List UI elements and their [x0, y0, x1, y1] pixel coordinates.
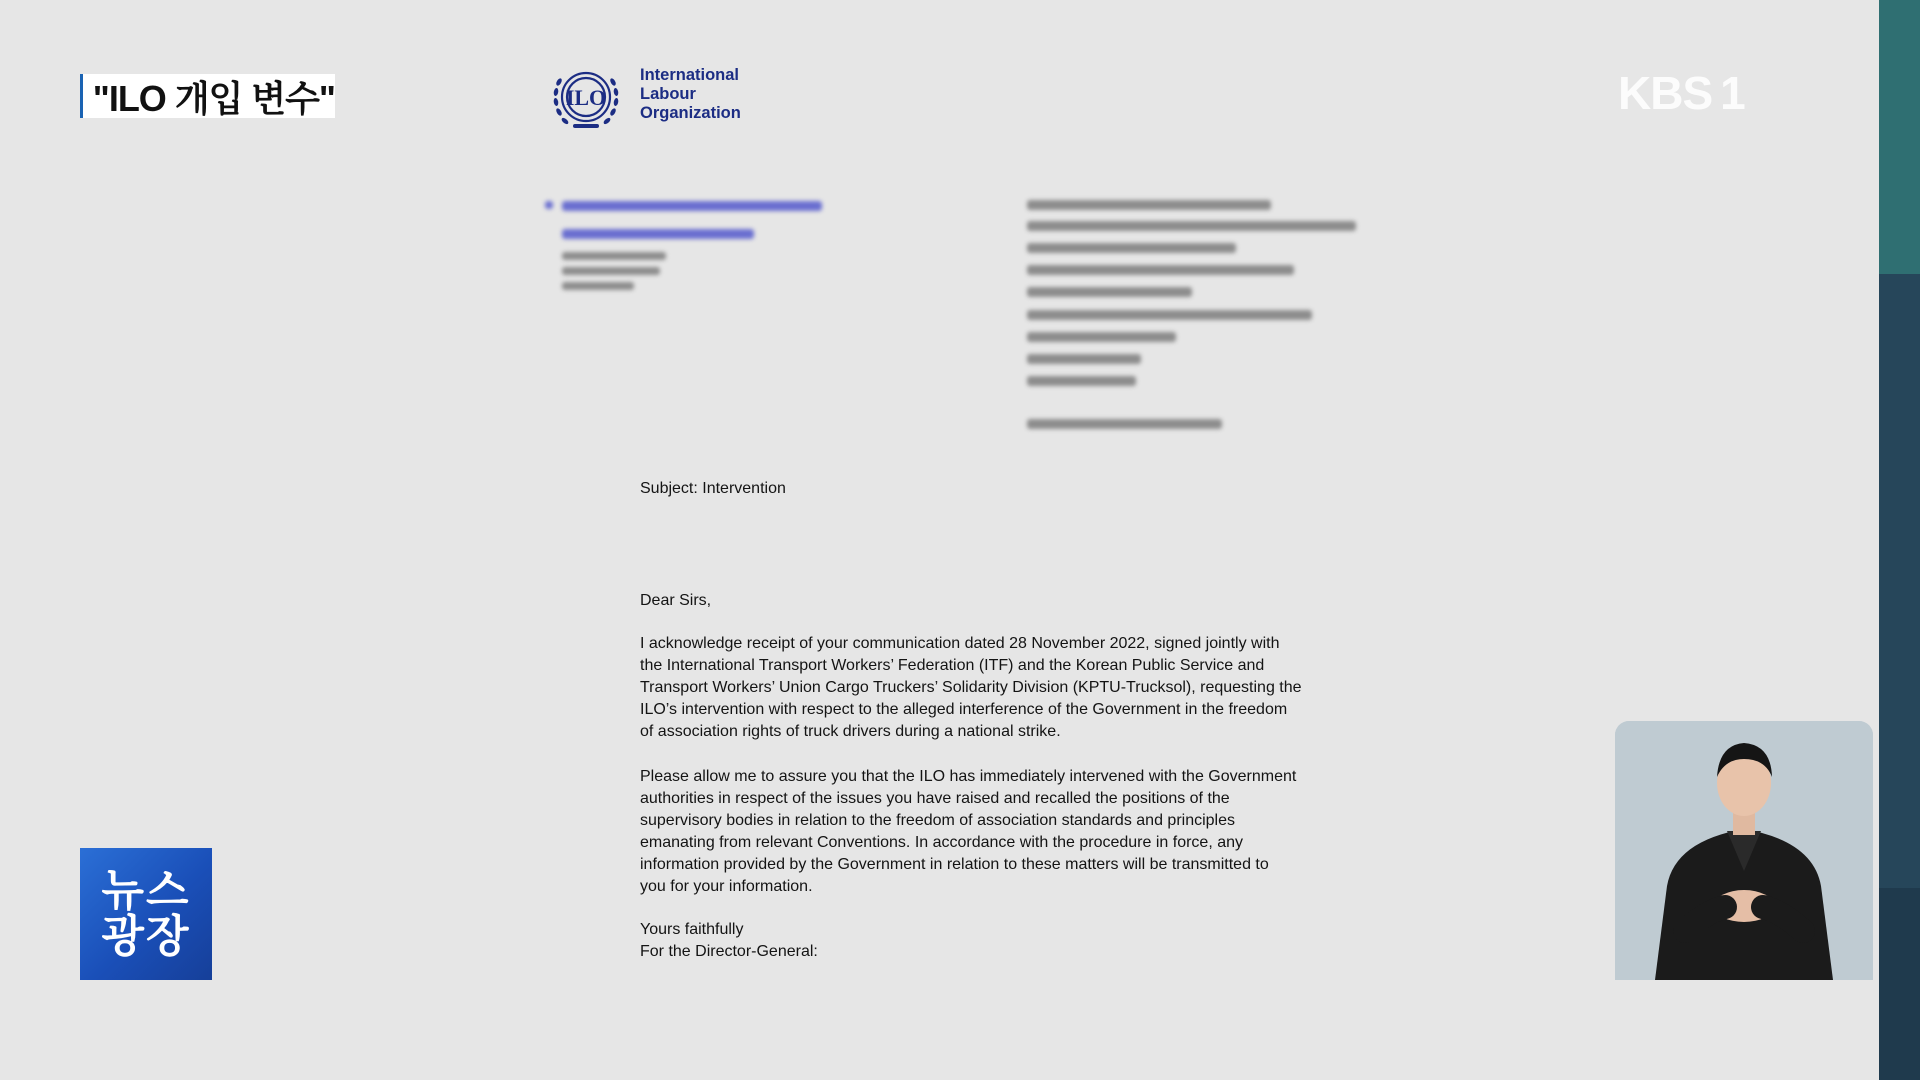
letter-paragraph-1: I acknowledge receipt of your communication dated 28 November 2022, signed jointly with the International Transport Workers’ Federation (ITF) and the Korean Public Service and Transport Workers’ Union Cargo Truckers’ Solidarity Division (KPTU-Trucksol), requesting the ILO’s intervention with respect to the alleged interference of the Government in the freedom of association rights of truck drivers during a national strike. [640, 635, 1302, 740]
right-edge-strip [1879, 0, 1920, 1080]
letter-paragraph-2: Please allow me to assure you that the ILO has immediately intervened with the Government authorities in respect of the issues you have raised and recalled the positions of the supervisory bodies in relation to the freedom of association standards and principles emanating from relevant Conventions. In accordance with the procedure in force, any information provided by the Government in relation to these matters will be transmitted to you for your information. [640, 768, 1297, 895]
letter-subject: Subject: Intervention [640, 480, 786, 497]
ilo-emblem-icon [545, 60, 627, 134]
caption-text: "ILO 개입 변수" [92, 77, 335, 119]
interpreter-figure-icon [1615, 721, 1873, 980]
news-program-badge: 뉴스 광장 [80, 848, 212, 980]
letter-signatory: For the Director-General: [640, 943, 818, 960]
sign-language-interpreter-inset [1615, 721, 1873, 980]
ilo-name: International Labour Organization [640, 66, 741, 122]
news-caption [80, 74, 335, 118]
kbs1-logo: KBS 1 [1618, 67, 1745, 119]
svg-text:ILO: ILO [565, 85, 607, 110]
letter-salutation: Dear Sirs, [640, 592, 712, 609]
letter-closing: Yours faithfully [640, 921, 744, 938]
